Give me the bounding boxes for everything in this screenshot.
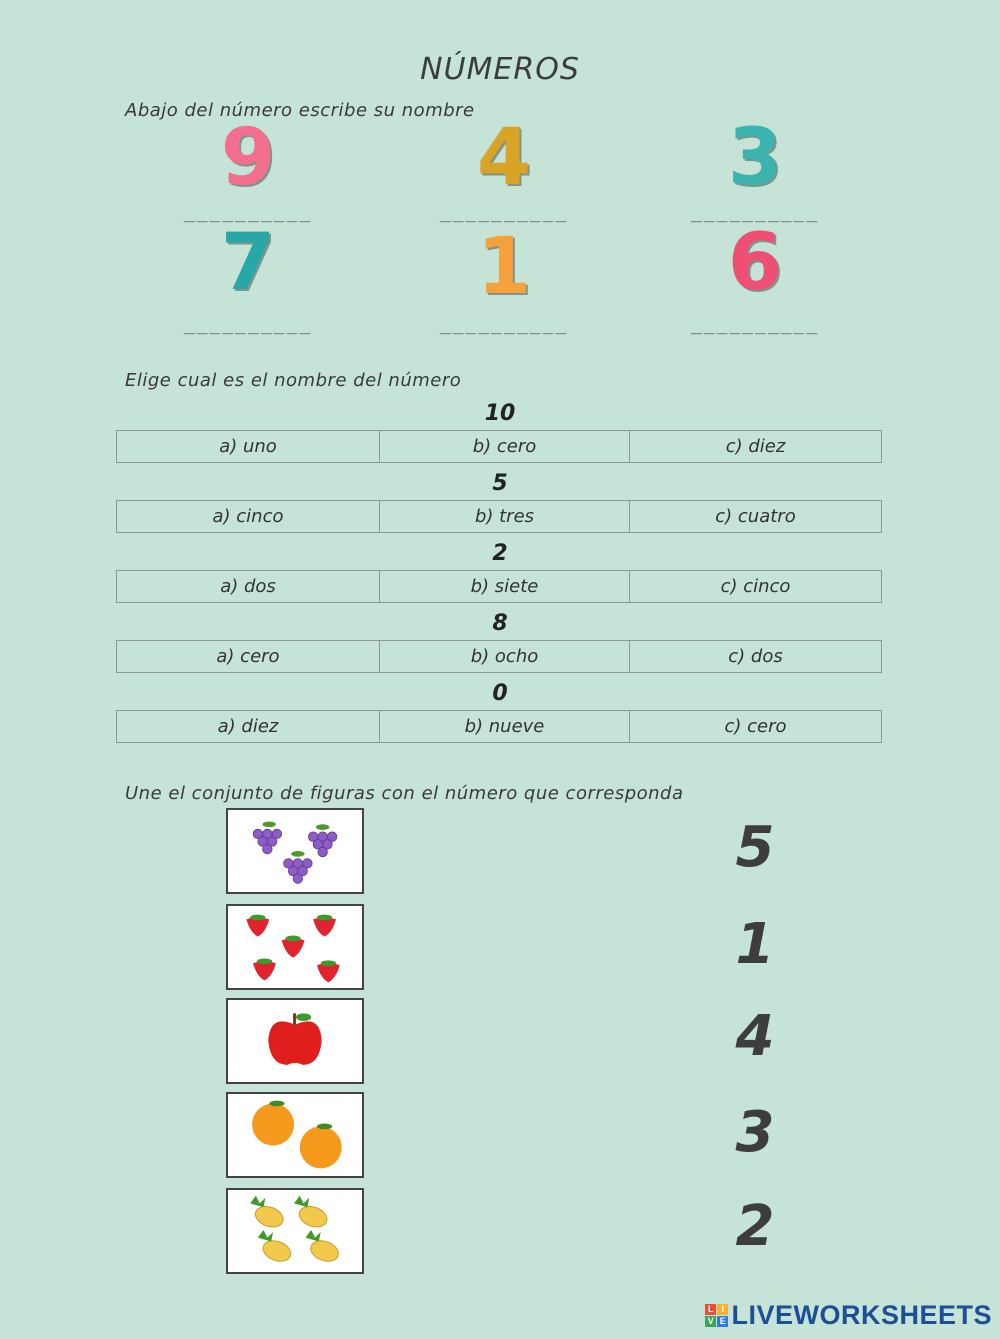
number-3: 3	[727, 113, 783, 203]
section1-instruction: Abajo del número escribe su nombre	[125, 100, 475, 121]
option-a[interactable]: a) uno	[117, 431, 380, 463]
answer-blank[interactable]: __________	[690, 202, 820, 223]
number-9: 9	[220, 113, 276, 203]
option-c[interactable]: c) dos	[630, 641, 882, 673]
oranges-image[interactable]	[226, 1092, 364, 1178]
option-c[interactable]: c) cuatro	[630, 501, 882, 533]
section2-instruction: Elige cual es el nombre del número	[125, 370, 462, 391]
answer-blank[interactable]: __________	[439, 314, 569, 335]
option-a[interactable]: a) diez	[117, 711, 380, 743]
pineapples-image[interactable]	[226, 1188, 364, 1274]
option-c[interactable]: c) cero	[630, 711, 882, 743]
number-7: 7	[220, 218, 276, 308]
option-a[interactable]: a) dos	[117, 571, 380, 603]
grapes-icon	[228, 810, 362, 892]
option-b[interactable]: b) siete	[380, 571, 630, 603]
number-6: 6	[727, 218, 783, 308]
option-c[interactable]: c) cinco	[630, 571, 882, 603]
pineapple-icon	[228, 1190, 362, 1272]
question-number: 8	[492, 611, 508, 636]
options-row	[116, 640, 882, 673]
section3-instruction: Une el conjunto de figuras con el número que corresponda	[125, 783, 684, 804]
match-number[interactable]: 4	[735, 1004, 775, 1069]
logo-text: LIVEWORKSHEETS	[731, 1300, 992, 1330]
option-b[interactable]: b) cero	[380, 431, 630, 463]
number-4: 4	[476, 113, 532, 203]
match-number[interactable]: 2	[735, 1194, 775, 1259]
logo-mark-icon: L I V E	[705, 1304, 728, 1327]
match-number[interactable]: 5	[735, 815, 775, 880]
strawberries-image[interactable]	[226, 904, 364, 990]
liveworksheets-logo	[705, 1300, 992, 1331]
option-a[interactable]: a) cero	[117, 641, 380, 673]
option-b[interactable]: b) tres	[380, 501, 630, 533]
answer-blank[interactable]: __________	[690, 314, 820, 335]
grapes-image[interactable]	[226, 808, 364, 894]
question-number: 5	[492, 471, 508, 496]
question-number: 2	[492, 541, 508, 566]
answer-blank[interactable]: __________	[183, 314, 313, 335]
answer-blank[interactable]: __________	[183, 202, 313, 223]
orange-icon	[228, 1094, 362, 1176]
option-b[interactable]: b) ocho	[380, 641, 630, 673]
options-row	[116, 710, 882, 743]
match-number[interactable]: 3	[735, 1100, 775, 1165]
page-title: NÚMEROS	[420, 52, 580, 87]
apple-icon	[228, 1000, 362, 1082]
match-number[interactable]: 1	[735, 912, 775, 977]
options-row	[116, 500, 882, 533]
strawberry-icon	[228, 906, 362, 988]
option-c[interactable]: c) diez	[630, 431, 882, 463]
option-a[interactable]: a) cinco	[117, 501, 380, 533]
question-number: 0	[492, 681, 508, 706]
question-number: 10	[484, 401, 516, 426]
option-b[interactable]: b) nueve	[380, 711, 630, 743]
options-row	[116, 430, 882, 463]
answer-blank[interactable]: __________	[439, 202, 569, 223]
apple-image[interactable]	[226, 998, 364, 1084]
options-row	[116, 570, 882, 603]
number-1: 1	[476, 222, 532, 312]
